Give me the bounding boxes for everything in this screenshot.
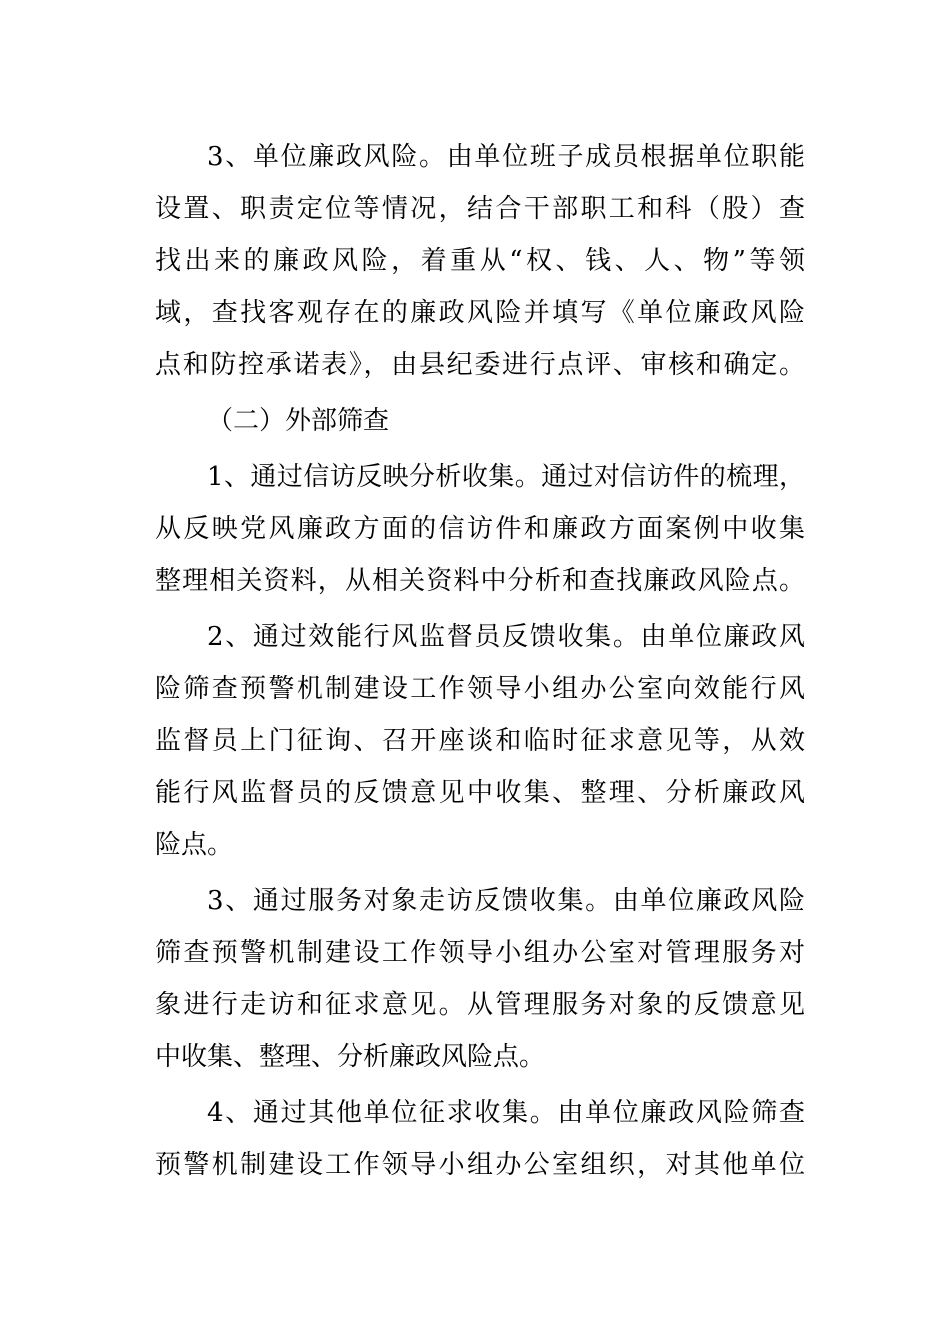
paragraph-line: 象进行走访和征求意见。从管理服务对象的反馈意见 bbox=[155, 990, 805, 1020]
paragraph-line: 点和防控承诺表》，由县纪委进行点评、审核和确定。 bbox=[155, 350, 805, 380]
paragraph-line: 域，查找客观存在的廉政风险并填写《单位廉政风险 bbox=[155, 298, 805, 328]
paragraph-line: 2、通过效能行风监督员反馈收集。由单位廉政风 bbox=[207, 622, 805, 652]
paragraph-line: 预警机制建设工作领导小组办公室组织，对其他单位 bbox=[155, 1150, 805, 1180]
paragraph-line: 1、通过信访反映分析收集。通过对信访件的梳理， bbox=[207, 462, 805, 492]
paragraph-line: 能行风监督员的反馈意见中收集、整理、分析廉政风 bbox=[155, 778, 805, 808]
paragraph-line: 设置、职责定位等情况，结合干部职工和科（股）查 bbox=[155, 194, 805, 224]
paragraph-line: 中收集、整理、分析廉政风险点。 bbox=[155, 1042, 546, 1072]
paragraph-line: 4、通过其他单位征求收集。由单位廉政风险筛查 bbox=[207, 1098, 805, 1128]
section-heading: （二）外部筛查 bbox=[207, 406, 390, 436]
paragraph-line: 险筛查预警机制建设工作领导小组办公室向效能行风 bbox=[155, 674, 805, 704]
paragraph-line: 3、通过服务对象走访反馈收集。由单位廉政风险 bbox=[207, 886, 805, 916]
paragraph-line: 从反映党风廉政方面的信访件和廉政方面案例中收集 bbox=[155, 514, 805, 544]
paragraph-line: 找出来的廉政风险，着重从“权、钱、人、物”等领 bbox=[155, 246, 805, 276]
paragraph-line: 筛查预警机制建设工作领导小组办公室对管理服务对 bbox=[155, 938, 805, 968]
paragraph-line: 3、单位廉政风险。由单位班子成员根据单位职能 bbox=[207, 142, 805, 172]
paragraph-line: 监督员上门征询、召开座谈和临时征求意见等，从效 bbox=[155, 726, 805, 756]
paragraph-line: 险点。 bbox=[155, 830, 234, 860]
paragraph-line: 整理相关资料，从相关资料中分析和查找廉政风险点。 bbox=[155, 566, 805, 596]
